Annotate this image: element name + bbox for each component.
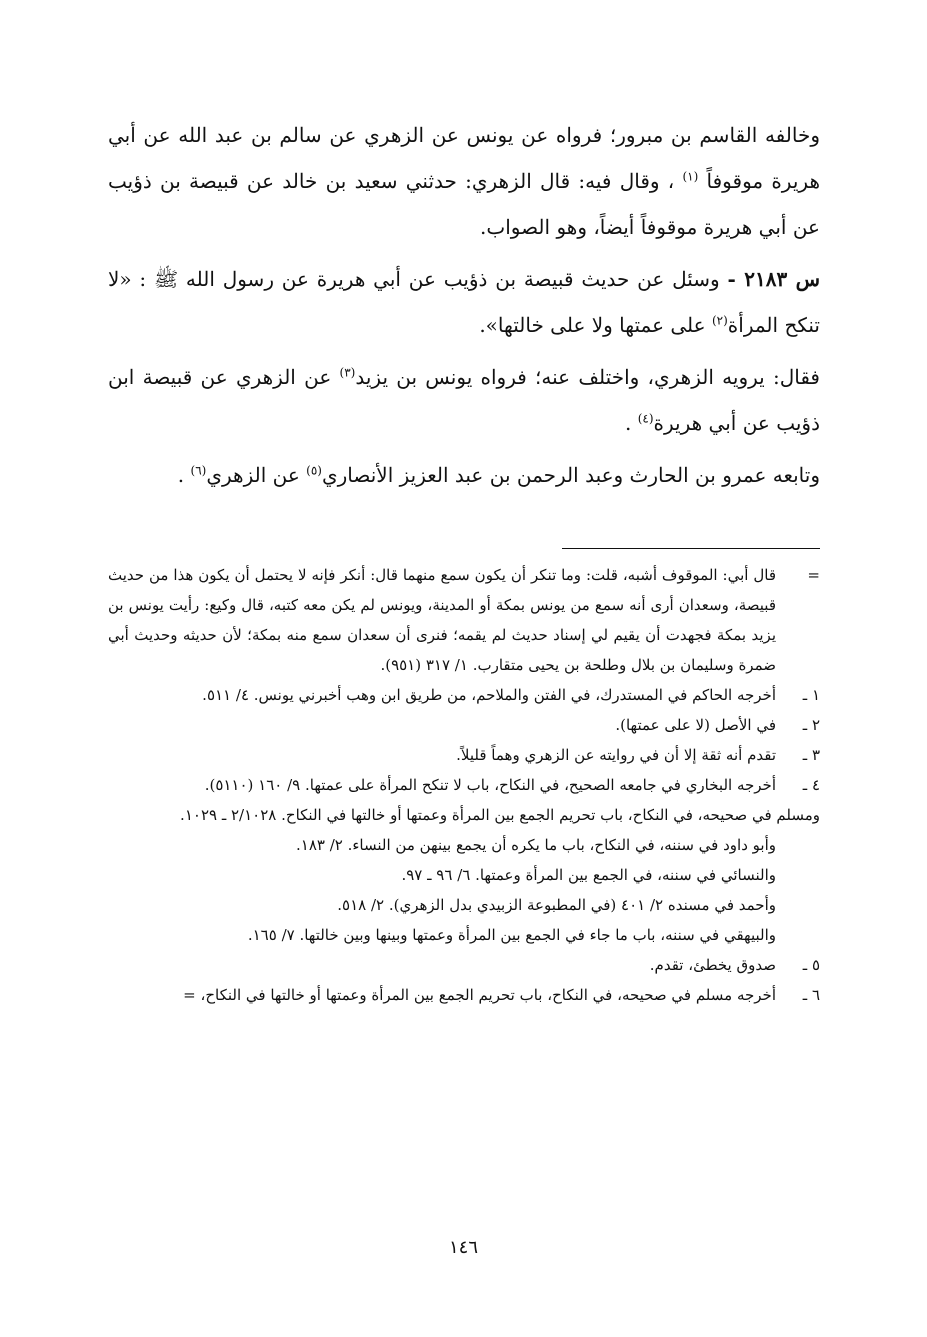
footnote-4: ٤ ـ أخرجه البخاري في جامعه الصحيح، في النكاح، باب لا تنكح المرأة على عمتها. ٩/ ١٦٠ (٥١١٠). xyxy=(108,770,820,800)
footnote-number: ٢ ـ xyxy=(802,716,820,734)
paragraph-1: وخالفه القاسم بن مبرور؛ فرواه عن يونس عن الزهري عن سالم بن عبد الله عن أبي هريرة موقوفاً $^{(١)}$ ، وقال فيه: قال الزهري: حدثني سعيد بن خالد عن قبيصة بن ذؤيب عن أبي هريرة موقوفاً أيضاً، وهو الصواب. xyxy=(108,123,820,239)
paragraph-4: وتابعه عمرو بن الحارث وعبد الرحمن بن عبد العزيز الأنصاري$^{(٥)}$ عن الزهري$^{(٦)}$ . xyxy=(177,463,820,487)
footnote-ref[interactable]: (٤) xyxy=(637,411,654,426)
footnote-ref[interactable]: (٢) xyxy=(711,313,728,328)
footnote-4-line: والبيهقي في سننه، باب ما جاء في الجمع بين المرأة وعمتها وبينها وبين خالتها. ٧/ ١٦٥. xyxy=(247,926,776,944)
footnote-number: ١ ـ xyxy=(802,686,820,704)
footnote-6: ٦ ـ أخرجه مسلم في صحيحه، في النكاح، باب تحريم الجمع بين المرأة وعمتها أو خالتها في النكاح، = xyxy=(108,980,820,1010)
footnote-ref[interactable]: (١) xyxy=(682,169,699,184)
footnote-number: ٥ ـ xyxy=(802,956,820,974)
footnote-number: ٣ ـ xyxy=(802,746,820,764)
footnote-divider xyxy=(562,548,820,549)
page-number: ١٤٦ xyxy=(448,1237,478,1258)
question-number: س ٢١٨٣ - xyxy=(727,267,820,291)
footnote-3: ٣ ـ تقدم أنه ثقة إلا أن في روايته عن الزهري وهماً قليلاً. xyxy=(108,740,820,770)
footnotes xyxy=(108,560,820,1010)
paragraph-3: فقال: يرويه الزهري، واختلف عنه؛ فرواه يونس بن يزيد$^{(٣)}$ عن الزهري عن قبيصة ابن ذؤيب عن أبي هريرة$^{(٤)}$ . xyxy=(108,365,820,435)
footnote-2: ٢ ـ في الأصل (لا على عمتها). xyxy=(108,710,820,740)
footnote-ref[interactable]: (٣) xyxy=(339,365,356,380)
footnote-4-line: ومسلم في صحيحه، في النكاح، باب تحريم الجمع بين المرأة وعمتها أو خالتها في النكاح. ٢/١٠٢٨ ـ ١٠٢٩. xyxy=(180,806,820,824)
footnote-continuation: = قال أبي: الموقوف أشبه، قلت: وما تنكر أن يكون سمع منهما قال: أنكر فإنه لا يحتمل أن يكون هذا من حديث قبيصة، وسعدان أرى أنه سمع من يونس بمكة أو المدينة، ويونس لم يكن معه كتبه، قال وكيع: رأيت يونس بن يزيد بمكة فجهدت أن يقيم لي إسناد حديث لم يقمه؛ فنرى أن سعدان سمع منه بمكة؛ لأن حديثه وحديث أبي ضمرة وسليمان بن بلال وطلحة بن يحيى متقارب. ١/ ٣١٧ (٩٥١). xyxy=(108,560,820,680)
footnote-ref[interactable]: (٥) xyxy=(306,463,322,478)
main-text xyxy=(108,112,820,504)
footnote-ref[interactable]: (٦) xyxy=(190,463,207,478)
footnote-number: ٦ ـ xyxy=(802,986,820,1004)
footnote-number: ٤ ـ xyxy=(802,776,820,794)
footnote-4-line: والنسائي في سننه، في الجمع بين المرأة وعمتها. ٦/ ٩٦ ـ ٩٧. xyxy=(401,866,776,884)
footnote-4-line: وأحمد في مسنده ٢/ ٤٠١ (في المطبوعة الزبيدي بدل الزهري). ٢/ ٥١٨. xyxy=(337,896,776,914)
continuation-mark: = xyxy=(807,566,820,584)
footnote-5: ٥ ـ صدوق يخطئ، تقدم. xyxy=(108,950,820,980)
question-paragraph: س ٢١٨٣ - وسئل عن حديث قبيصة بن ذؤيب عن أبي هريرة عن رسول الله ﷺ : «لا تنكح المرأة$^{(٢)}$ على عمتها ولا على خالتها». xyxy=(108,267,820,337)
footnote-4-line: وأبو داود في سننه، في النكاح، باب ما يكره أن يجمع بينهن من النساء. ٢/ ١٨٣. xyxy=(295,836,776,854)
footnote-1: ١ ـ أخرجه الحاكم في المستدرك، في الفتن والملاحم، من طريق ابن وهب أخبرني يونس. ٤/ ٥١١. xyxy=(108,680,820,710)
